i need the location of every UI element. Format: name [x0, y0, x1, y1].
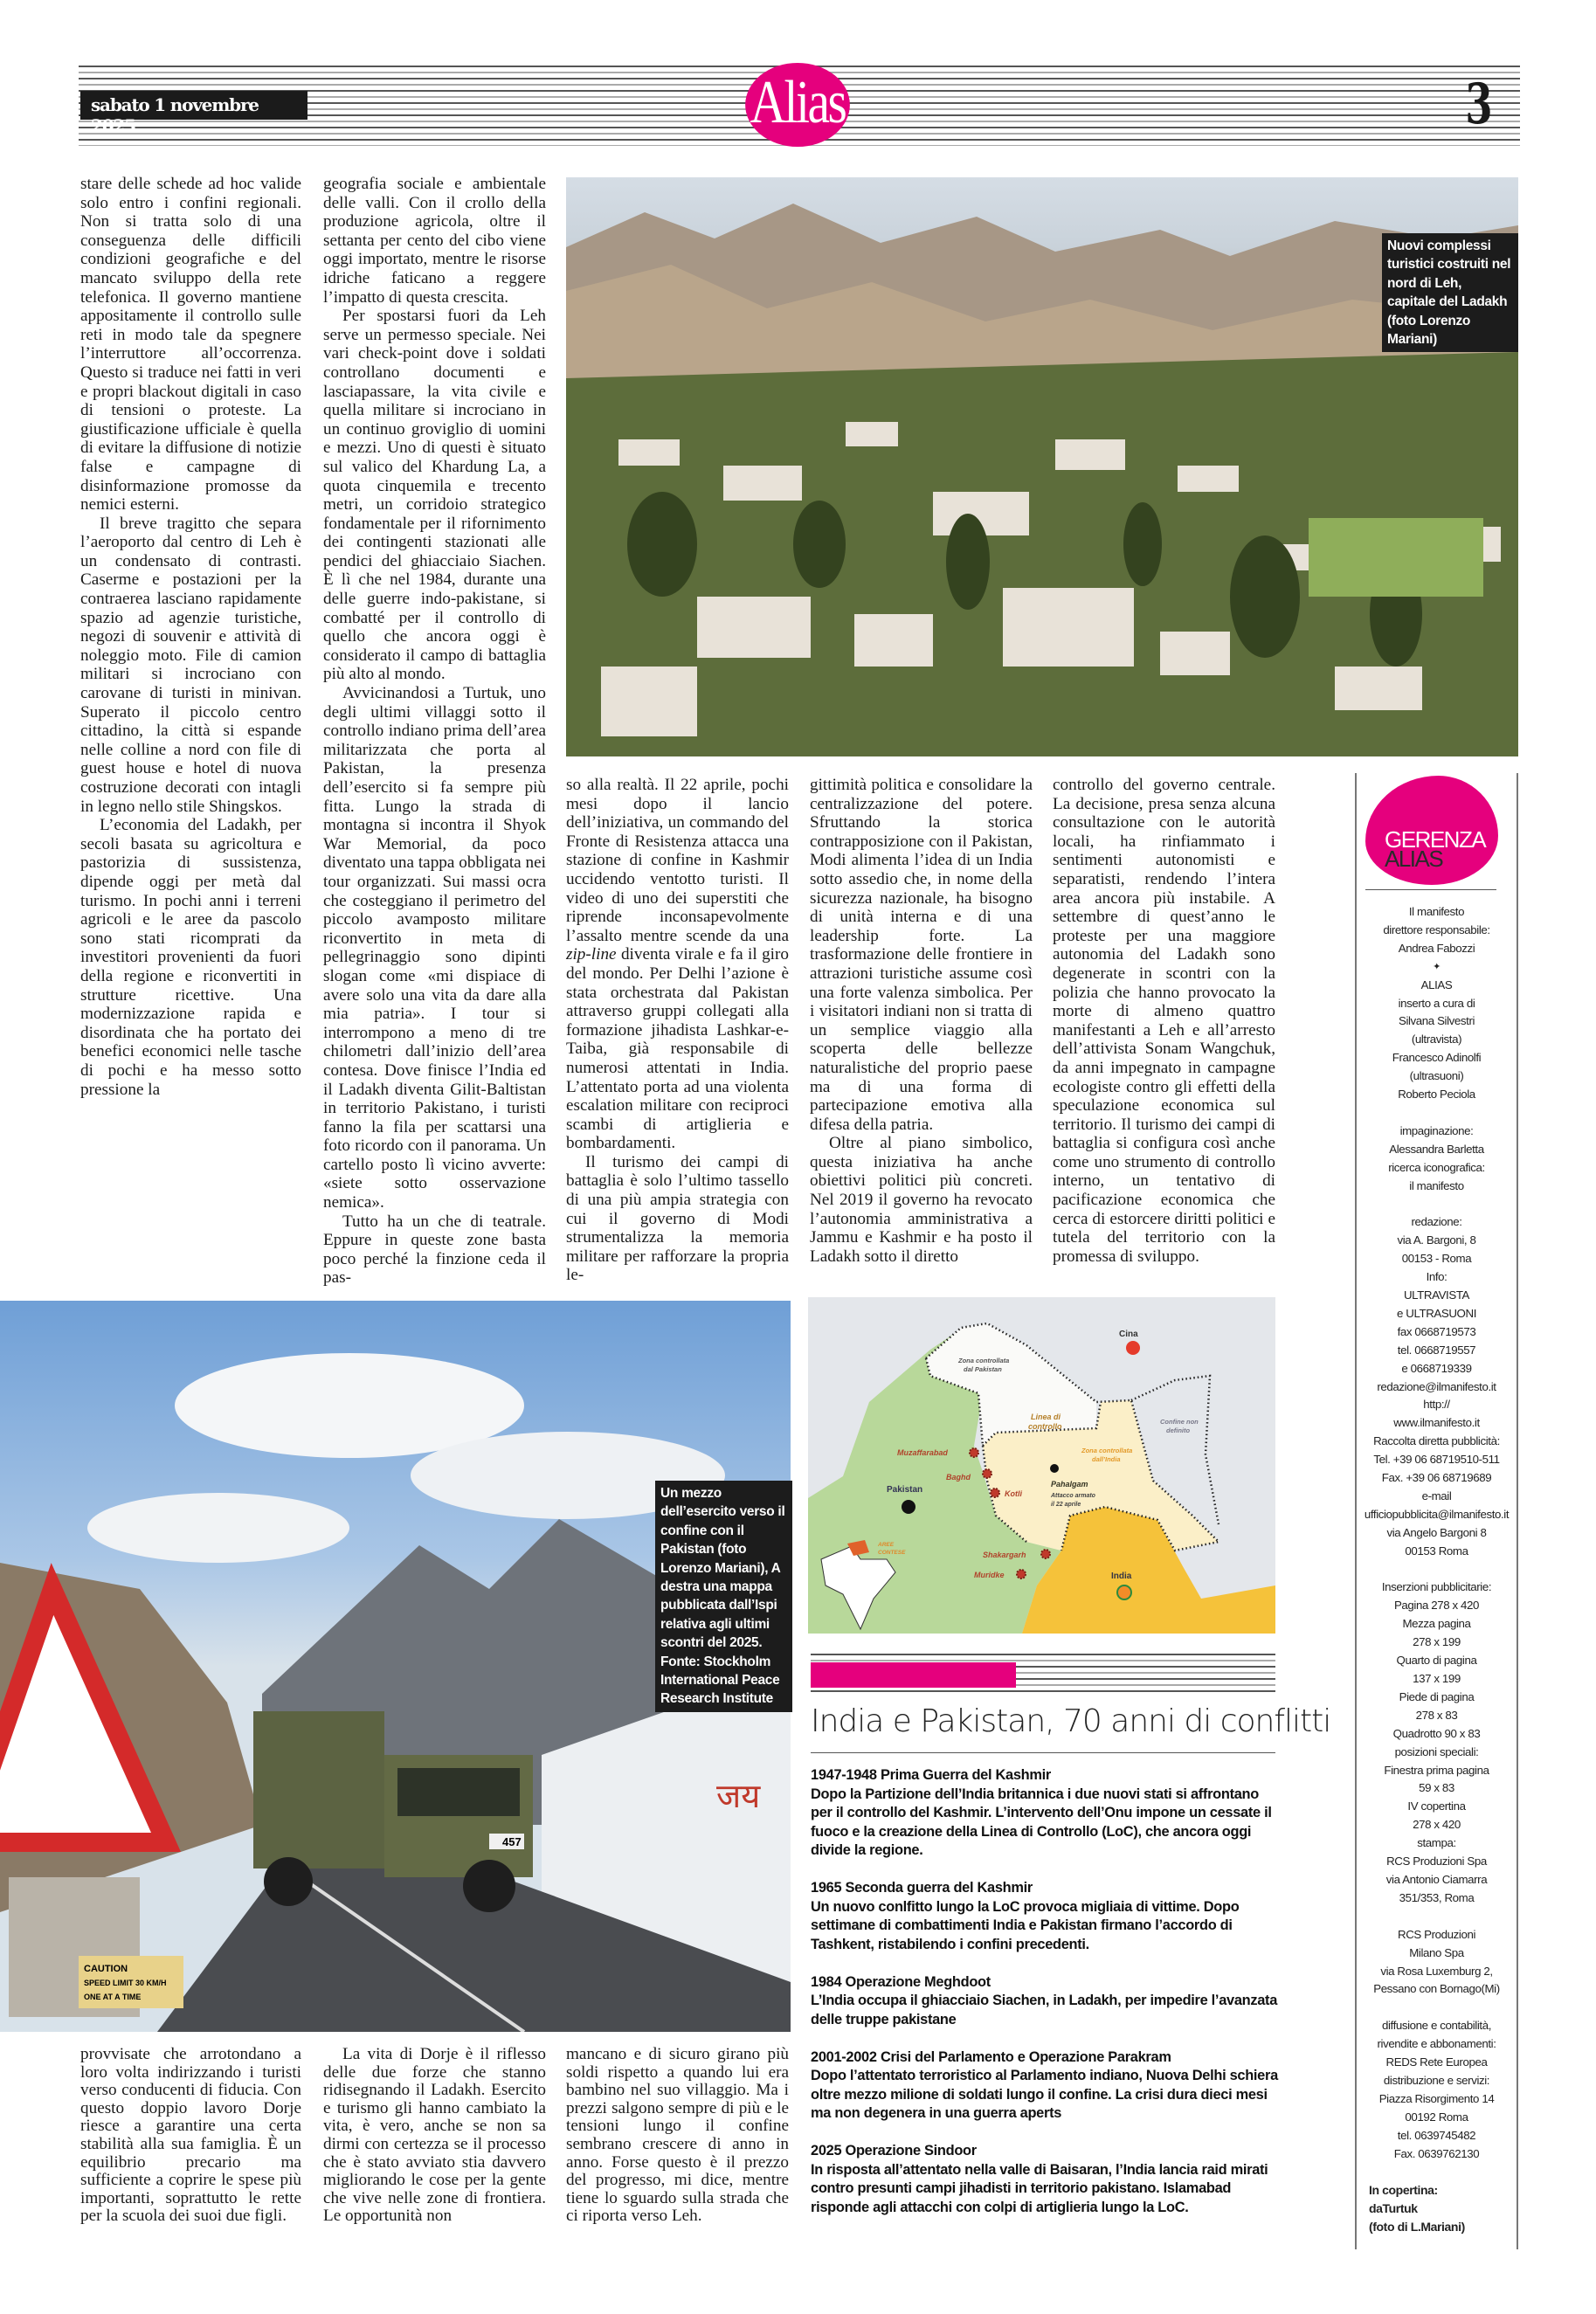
gerenza-spacer [1357, 1195, 1517, 1213]
gerenza-line: ALIAS [1420, 977, 1453, 991]
gerenza-line: 00192 Roma [1405, 2110, 1468, 2124]
gerenza-line: via Rosa Luxemburg 2, [1380, 1964, 1493, 1978]
timeline-title-rule [811, 1752, 1275, 1753]
gerenza-line: Silvana Silvestri [1398, 1014, 1475, 1028]
gerenza-line: RCS Produzioni [1398, 1927, 1475, 1941]
paragraph: Il turismo dei campi di battaglia è solo l’ultimo tassello di una più ampia strategia con cui il governo di Modi strumentalizza la memoria militare per rafforzare la propria le- [566, 1152, 789, 1285]
gerenza-badge [1365, 776, 1498, 885]
strike-marker-icon [1017, 1570, 1026, 1578]
italic-term: zip-line [566, 945, 617, 964]
paragraph: L’economia del Ladakh, per secoli basata su agricoltura e pastorizia di sussistenza, dipende oggi per metà dal turismo. In pochi anni i terreni agricoli e le aree da pascolo sono stati ricomprati da investitori provenienti da fuori della regione e riconvertiti in strutture ricettive. Una modernizzazione rapida e disordinata che ha portato dei benefici economici nelle tasche di pochi e ha messo sotto pressione la [80, 816, 301, 1099]
gerenza-line: Info: [1426, 1270, 1447, 1284]
gerenza-line: Quarto di pagina [1396, 1654, 1477, 1668]
attack-marker-icon [1050, 1464, 1059, 1473]
kashmir-map [808, 1297, 1275, 1634]
issue-date: sabato 1 novembre 2025 [80, 91, 307, 120]
gerenza-line: Raccolta diretta pubblicità: [1373, 1434, 1500, 1448]
map-label-pakistan: Pakistan [887, 1485, 923, 1495]
gerenza-line: RCS Produzioni Spa [1386, 1855, 1487, 1868]
gerenza-line: Pessano con Bornago(Mi) [1373, 1982, 1500, 1996]
gerenza-line: diffusione e contabilità, [1381, 2019, 1492, 2033]
timeline-entry [811, 1879, 1282, 1954]
gerenza-line[interactable]: redazione@ilmanifesto.it [1377, 1379, 1496, 1393]
map-label-contested: CONTESE [878, 1550, 906, 1556]
timeline-entry [811, 1973, 1282, 2030]
cover-credit [1357, 2181, 1517, 2236]
gerenza-line: IV copertina [1407, 1799, 1466, 1813]
china-flag-icon [1126, 1341, 1140, 1355]
truck-plate: 457 [502, 1835, 522, 1848]
paragraph: Il breve tragitto che separa l’aeroporto dal centro di Leh è un condensato di contrasti. Caserme e postazioni per la contraerea lasciano rapidamente spazio ad agenzie turistiche, negozi di souvenir e attività di noleggio moto. File di camion militari si incrociano con carovane di turisti in minivan. Superato il piccolo centro cittadino, la città si espande nelle colline a nord con file di guest house e hotel di nuova costruzione decorati con intagli in legno nello stile Shingskos. [80, 514, 301, 816]
photo-landscape [566, 177, 1518, 756]
gerenza-line: (ultravista) [1411, 1033, 1462, 1046]
entry-body: L’India occupa il ghiacciaio Siachen, in Ladakh, per impedire l’avanzata delle truppe pakistane [811, 1993, 1278, 2027]
entry-heading: 2025 Operazione Sindoor [811, 2143, 977, 2159]
gerenza-spacer [1357, 1104, 1517, 1122]
gerenza-line: rivendite e abbonamenti: [1377, 2037, 1496, 2051]
paragraph: controllo del governo centrale. La decisione, presa senza alcuna consultazione con le autorità locali, ha rinfiammato i sentimenti autonomisti e separatisti, rendendo l’intera area ancora più instabile. A settembre di quest’anno le proteste per una maggiore autonomia del Ladakh sono degenerate in scontri con la polizia che hanno provocato la morte di almeno quattro manifestanti a Leh e all’arresto dell’attivista Sonam Wangchuk, da anni impegnato in campagne ecologiste contro gli effetti della speculazione economica sul territorio. Il turismo dei campi di battaglia si configura così anche come uno strumento di controllo interno, un tentativo di pacificazione economica che cerca di estorcere diritti politici e tutela del territorio con la promessa di sviluppo. [1053, 776, 1275, 1266]
gerenza-line: ricerca iconografica: [1388, 1160, 1485, 1174]
map-label-city: Baghd [946, 1473, 971, 1482]
gerenza-line: Fax. 0639762130 [1393, 2146, 1480, 2160]
gerenza-line: 59 x 83 [1419, 1781, 1454, 1795]
map-label-india-zone: Zona controllata [1081, 1447, 1133, 1454]
gerenza-line: Alessandra Barletta [1389, 1142, 1484, 1156]
strike-marker-icon [1041, 1550, 1050, 1558]
article-bottom-column-2 [323, 2046, 546, 2226]
map-label-contested: AREE [878, 1542, 895, 1548]
gerenza-line: impaginazione: [1399, 1123, 1474, 1137]
article-bottom-column-1 [80, 2046, 301, 2226]
gerenza-line: inserto a cura di [1398, 996, 1475, 1010]
gerenza-line: http:// [1423, 1398, 1450, 1412]
road-sign-speed: SPEED LIMIT 30 KM/H [84, 1979, 167, 1987]
gerenza-line: 00153 - Roma [1401, 1252, 1472, 1266]
text-run: so alla realtà. Il 22 aprile, pochi mesi dopo il lancio dell’iniziativa, un commando del Fronte di Resistenza attacca una stazione di confine in Kashmir uccidendo ventotto turisti. Il video di uno dei superstiti che riprende inconsapevolmente l’assalto mentre scende da una [566, 776, 789, 945]
entry-heading: 2001-2002 Crisi del Parlamento e Operazione Parakram [811, 2048, 1171, 2065]
map-label-pak-zone: dal Pakistan [964, 1365, 1002, 1373]
leh-town-photo [566, 177, 1518, 756]
map-label-pak-zone: Zona controllata [958, 1357, 1010, 1364]
gerenza-line: stampa: [1417, 1836, 1456, 1850]
cover-photo-credit: (foto di L.Mariani) [1369, 2220, 1465, 2235]
map-label-india-zone: dall’India [1092, 1455, 1121, 1463]
entry-heading: 1947-1948 Prima Guerra del Kashmir [811, 1767, 1051, 1783]
map-label-city: Shakargarh [983, 1551, 1026, 1559]
article-column-1 [80, 175, 301, 1099]
gerenza-line: 278 x 420 [1413, 1818, 1461, 1832]
cover-label: In copertina: [1369, 2183, 1438, 2198]
timeline-accent-bar [811, 1662, 1016, 1688]
timeline-list [811, 1766, 1282, 2236]
paragraph: Oltre al piano simbolico, questa iniziativa ha anche obiettivi politici più concreti. Nel 2019 il governo ha revocato l’autonomia amministrativa a Jammu e Kashmir e ha posto il Ladakh sotto il diretto [810, 1134, 1033, 1266]
map-label-china: Cina [1119, 1330, 1138, 1339]
map-label-undefined-border: Confine non [1160, 1418, 1199, 1426]
gerenza-line: il manifesto [1409, 1178, 1464, 1192]
sidebar-divider [1365, 889, 1496, 890]
paragraph: Tutto ha un che di teatrale. Eppure in queste zone basta poco perché la finzione ceda il pas- [323, 1212, 546, 1288]
gerenza-spacer [1357, 1561, 1517, 1579]
map-label-city: Kotli [1005, 1489, 1022, 1498]
alias-logo[interactable]: Alias [745, 63, 850, 147]
gerenza-line: Quadrotto 90 x 83 [1392, 1726, 1481, 1740]
gerenza-line: 351/353, Roma [1399, 1890, 1475, 1904]
paragraph: stare delle schede ad hoc valide solo entro i confini regionali. Non si tratta solo di una conseguenza delle difficili condizioni geografiche e del mancato sviluppo della rete telefonica. Il governo mantiene appositamente il controllo sulle reti in modo tale da spegnere l’interruttore all’occorrenza. Questo si traduce nei fatti in veri e propri blackout digitali in caso di tensioni o proteste. La giustificazione ufficiale è quella di evitare la diffusione di notizie false e campagne di disinformazione promosse da nemici esterni. [80, 175, 301, 515]
gerenza-line: Fax. +39 06 68719689 [1381, 1471, 1492, 1485]
timeline-entry [811, 1766, 1282, 1861]
gerenza-line: ULTRAVISTA [1403, 1288, 1470, 1302]
gerenza-line: Inserzioni pubblicitarie: [1381, 1580, 1492, 1594]
gerenza-line: via Antonio Ciamarra [1385, 1872, 1488, 1886]
gerenza-line: Roberto Peciola [1398, 1088, 1475, 1102]
gerenza-line: REDS Rete Europea [1385, 2055, 1488, 2069]
gerenza-line: Francesco Adinolfi [1392, 1051, 1482, 1065]
gerenza-line: Il manifesto [1408, 905, 1465, 918]
gerenza-line: 137 x 199 [1413, 1672, 1461, 1686]
top-photo-caption: Nuovi complessi turistici costruiti nel nord di Leh, capitale del Ladakh (foto Lorenzo Mariani) [1382, 233, 1518, 352]
gerenza-title: GERENZA [1385, 826, 1486, 853]
article-column-3 [566, 776, 789, 1285]
gerenza-line: e ULTRASUONI [1396, 1306, 1476, 1320]
sidebar-right-rule [1517, 773, 1518, 2249]
map-label-loc: Linea di [1031, 1413, 1061, 1421]
article-bottom-column-3 [566, 2046, 789, 2226]
gerenza-line: tel. 0668719557 [1397, 1343, 1476, 1357]
gerenza-spacer [1357, 1999, 1517, 2017]
gerenza-line: redazione: [1411, 1215, 1462, 1229]
map-label-india: India [1111, 1571, 1132, 1581]
gerenza-line: e-mail [1421, 1489, 1452, 1502]
gerenza-line: Mezza pagina [1402, 1617, 1471, 1631]
paragraph: geografia sociale e ambientale delle valli. Con il crollo della produzione agricola, oltre il settanta per cento del cibo viene oggi importato, mentre le risorse idriche faticano a reggere l’impatto di questa crescita. [323, 175, 546, 307]
article-column-5 [1053, 776, 1275, 1266]
paragraph: gittimità politica e consolidare la centralizzazione del potere. Sfruttando la storica contrapposizione con il Pakistan, Modi alimenta l’idea di un India sotto assedio che, in nome della sicurezza nazionale, ha bisogno di unità interna e di una leadership forte. La trasformazione delle frontiere in attrazioni turistiche assume così una forte valenza simbolica. Per i visitatori indiani non si tratta di un semplice viaggio alla scoperta delle bellezze naturalistiche del proprio paese ma di una forma di partecipazione emotiva alla difesa della patria. [810, 776, 1033, 1134]
gerenza-line: Finestra prima pagina [1384, 1763, 1489, 1777]
paragraph: Per spostarsi fuori da Leh serve un permesso speciale. Nei vari check-point dove i soldati controllano documenti e lasciapassare, la vita civile e quella militare si incrociano in un continuo groviglio di uomini e mezzi. Uno di questi è situato sul valico del Khardung La, a quota cinquemila e trecento metri, un corridoio strategico fondamentale per il rifornimento dei contingenti stazionati alle pendici del ghiacciaio Siachen. È lì che nel 1984, durante una delle guerre indo-pakistane, si combatté per il controllo di quello che ancora oggi è considerato il campo di battaglia più alto al mondo. [323, 307, 546, 684]
gerenza-spacer [1357, 2163, 1517, 2181]
gerenza-credits [1357, 903, 1517, 2236]
gerenza-line: Tel. +39 06 68719510-511 [1373, 1453, 1500, 1467]
entry-body: Dopo l’attentato terroristico al Parlamento indiano, Nuova Delhi schiera oltre mezzo milione di soldati lungo il confine. La crisi dura dieci mesi ma non degenera in una guerra aperts [811, 2068, 1278, 2121]
alias-title: ALIAS [1385, 846, 1443, 872]
strike-marker-icon [983, 1469, 991, 1478]
bottom-photo-caption: Un mezzo dell’esercito verso il confine con il Pakistan (foto Lorenzo Mariani), A destra una mappa pubblicata dall’Ispi relativa agli ultimi scontri del 2025. Fonte: Stockholm International Peace Research Institute [655, 1481, 792, 1712]
india-flag-icon [1117, 1585, 1131, 1599]
gerenza-line[interactable]: www.ilmanifesto.it [1393, 1416, 1480, 1430]
road-sign-one-at-a-time: ONE AT A TIME [84, 1993, 142, 2001]
paragraph: La vita di Dorje è il riflesso delle due forze che stanno ridisegnando il Ladakh. Esercito e turismo gli hanno cambiato la vita, è vero, anche se non sa dirmi con certezza se il processo che è stato avviato stia davvero migliorando le cose per la gente che vive nelle zone di frontiera. Le opportunità non [323, 2045, 546, 2226]
article-column-2 [323, 175, 546, 1288]
map-label-city: Muridke [974, 1571, 1005, 1579]
paragraph: mancano e di sicuro girano più soldi rispetto a quando lui era bambino nel suo villaggio. Ma i prezzi salgono sempre di più e le tensioni lungo il confine sembrano crescere di anno in anno. Forse questo è il prezzo del progresso, mi dice, mentre tiene lo sguardo sulla strada che ci riporta verso Leh. [566, 2045, 789, 2226]
timeline-entry [811, 2142, 1282, 2217]
paragraph: Avvicinandosi a Turtuk, uno degli ultimi villaggi sotto il controllo indiano prima dell’area militarizzata che porta al Pakistan, la presenza dell’esercito si fa sempre più fitta. Lungo la strada di montagna si incontra il Shyok War Memorial, da poco diventato una tappa obbligata nei tour organizzati. Sui massi ocra che costeggiano il perimetro del piccolo avamposto militare riconvertito in meta di pellegrinaggio sono dipinti slogan come «mi dispiace di avere solo una vita da dare alla mia patria». I tour si interrompono a meno di tre chilometri dall’inizio dell’area contesa. Dove finisce l’India ed il Ladakh diventa Gilit-Baltistan in territorio Pakistano, i turisti fanno la fila per scattarsi una foto ricordo con il panorama. Un cartello posto lì vicino avverte: «siete sotto osservazione nemica». [323, 684, 546, 1212]
paragraph: provvisate che arrotondano a loro volta indirizzando i turisti verso conducenti di fiducia. Con questo doppio lavoro Dorje riesce a garantire una certa stabilità alla sua famiglia. È un equilibrio precario ma sufficiente a coprire le spese più importanti, soprattutto le rette per la scuola dei suoi due figli. [80, 2045, 301, 2226]
map-label-pahalgam: Pahalgam [1051, 1480, 1088, 1489]
gerenza-line: 278 x 83 [1415, 1708, 1458, 1722]
strike-marker-icon [970, 1448, 978, 1457]
wall-writing: जय [716, 1777, 761, 1815]
gerenza-line: direttore responsabile: [1383, 922, 1490, 936]
gerenza-spacer [1357, 1908, 1517, 1926]
gerenza-line: via A. Bargoni, 8 [1397, 1233, 1476, 1247]
gerenza-line: tel. 0639745482 [1397, 2128, 1476, 2142]
map-label-undefined-border: definito [1166, 1426, 1191, 1434]
gerenza-line: distribuzione e servizi: [1383, 2073, 1490, 2087]
gerenza-line: 278 x 199 [1413, 1635, 1461, 1649]
gerenza-line: via Angelo Bargoni 8 [1386, 1525, 1487, 1539]
gerenza-line[interactable]: ufficiopubblicita@ilmanifesto.it [1364, 1507, 1510, 1521]
map-label-loc: controllo [1028, 1422, 1062, 1431]
article-column-4 [810, 776, 1033, 1266]
entry-heading: 1965 Seconda guerra del Kashmir [811, 1880, 1033, 1896]
gerenza-line: Andrea Fabozzi [1398, 941, 1475, 955]
entry-body: Un nuovo conlfitto lungo la LoC provoca migliaia di vittime. Dopo settimane di combattimenti India e Pakistan firmano l’accordo di Tashkent, ristabilendo i confini precedenti. [811, 1898, 1240, 1952]
gerenza-line: posizioni speciali: [1394, 1744, 1479, 1758]
page-number: 3 [1465, 72, 1493, 137]
timeline-entry [811, 2048, 1282, 2124]
strike-marker-icon [991, 1489, 999, 1497]
cover-place: daTurtuk [1369, 2201, 1418, 2216]
road-sign-caution: CAUTION [84, 1964, 128, 1974]
timeline-title: India e Pakistan, 70 anni di conflitti [811, 1703, 1331, 1739]
map-graphic [808, 1297, 1275, 1634]
entry-body: Dopo la Partizione dell’India britannica i due nuovi stati si affrontano per il controllo del Kashmir. L’intervento dell’Onu impone un cessate il fuoco e la creazione della Linea di Controllo (LoC), che ancora oggi divide la regione. [811, 1786, 1272, 1858]
map-label-attack: Attacco armato [1051, 1493, 1095, 1499]
entry-body: In risposta all’attentato nella valle di Baisaran, l’India lancia raid mirati contro presunti campi jihadisti in territorio pakistano. Islamabad risponde agli attacchi con colpi di artiglieria lungo la LoC. [811, 2161, 1268, 2215]
entry-heading: 1984 Operazione Meghdoot [811, 1973, 991, 1990]
paragraph [566, 776, 789, 1153]
gerenza-line: ✦ [1433, 961, 1441, 972]
gerenza-line: 00153 Roma [1405, 1544, 1468, 1558]
gerenza-line: Pagina 278 x 420 [1393, 1599, 1480, 1613]
gerenza-line: (ultrasuoni) [1409, 1069, 1464, 1083]
gerenza-line: Piazza Risorgimento 14 [1378, 2091, 1495, 2105]
gerenza-line: fax 0668719573 [1397, 1324, 1476, 1338]
gerenza-line: e 0668719339 [1401, 1361, 1472, 1375]
text-run: diventa virale e fa il giro del mondo. Per Delhi l’azione è stata orchestrata dal Pakistan attraverso gruppi collegati alla formazione jihadista Lashkar-e-Taiba, già responsabile di numerosi attentati in India. L’attentato porta ad una violenta escalation militare con reciproci scambi di artiglieria e bombardamenti. [566, 945, 789, 1153]
gerenza-line: Piede di pagina [1399, 1689, 1475, 1703]
map-label-city: Muzaffarabad [897, 1448, 948, 1457]
pakistan-flag-icon [902, 1500, 915, 1514]
gerenza-line: Milano Spa [1409, 1945, 1464, 1959]
map-label-attack: il 22 aprile [1051, 1502, 1081, 1508]
